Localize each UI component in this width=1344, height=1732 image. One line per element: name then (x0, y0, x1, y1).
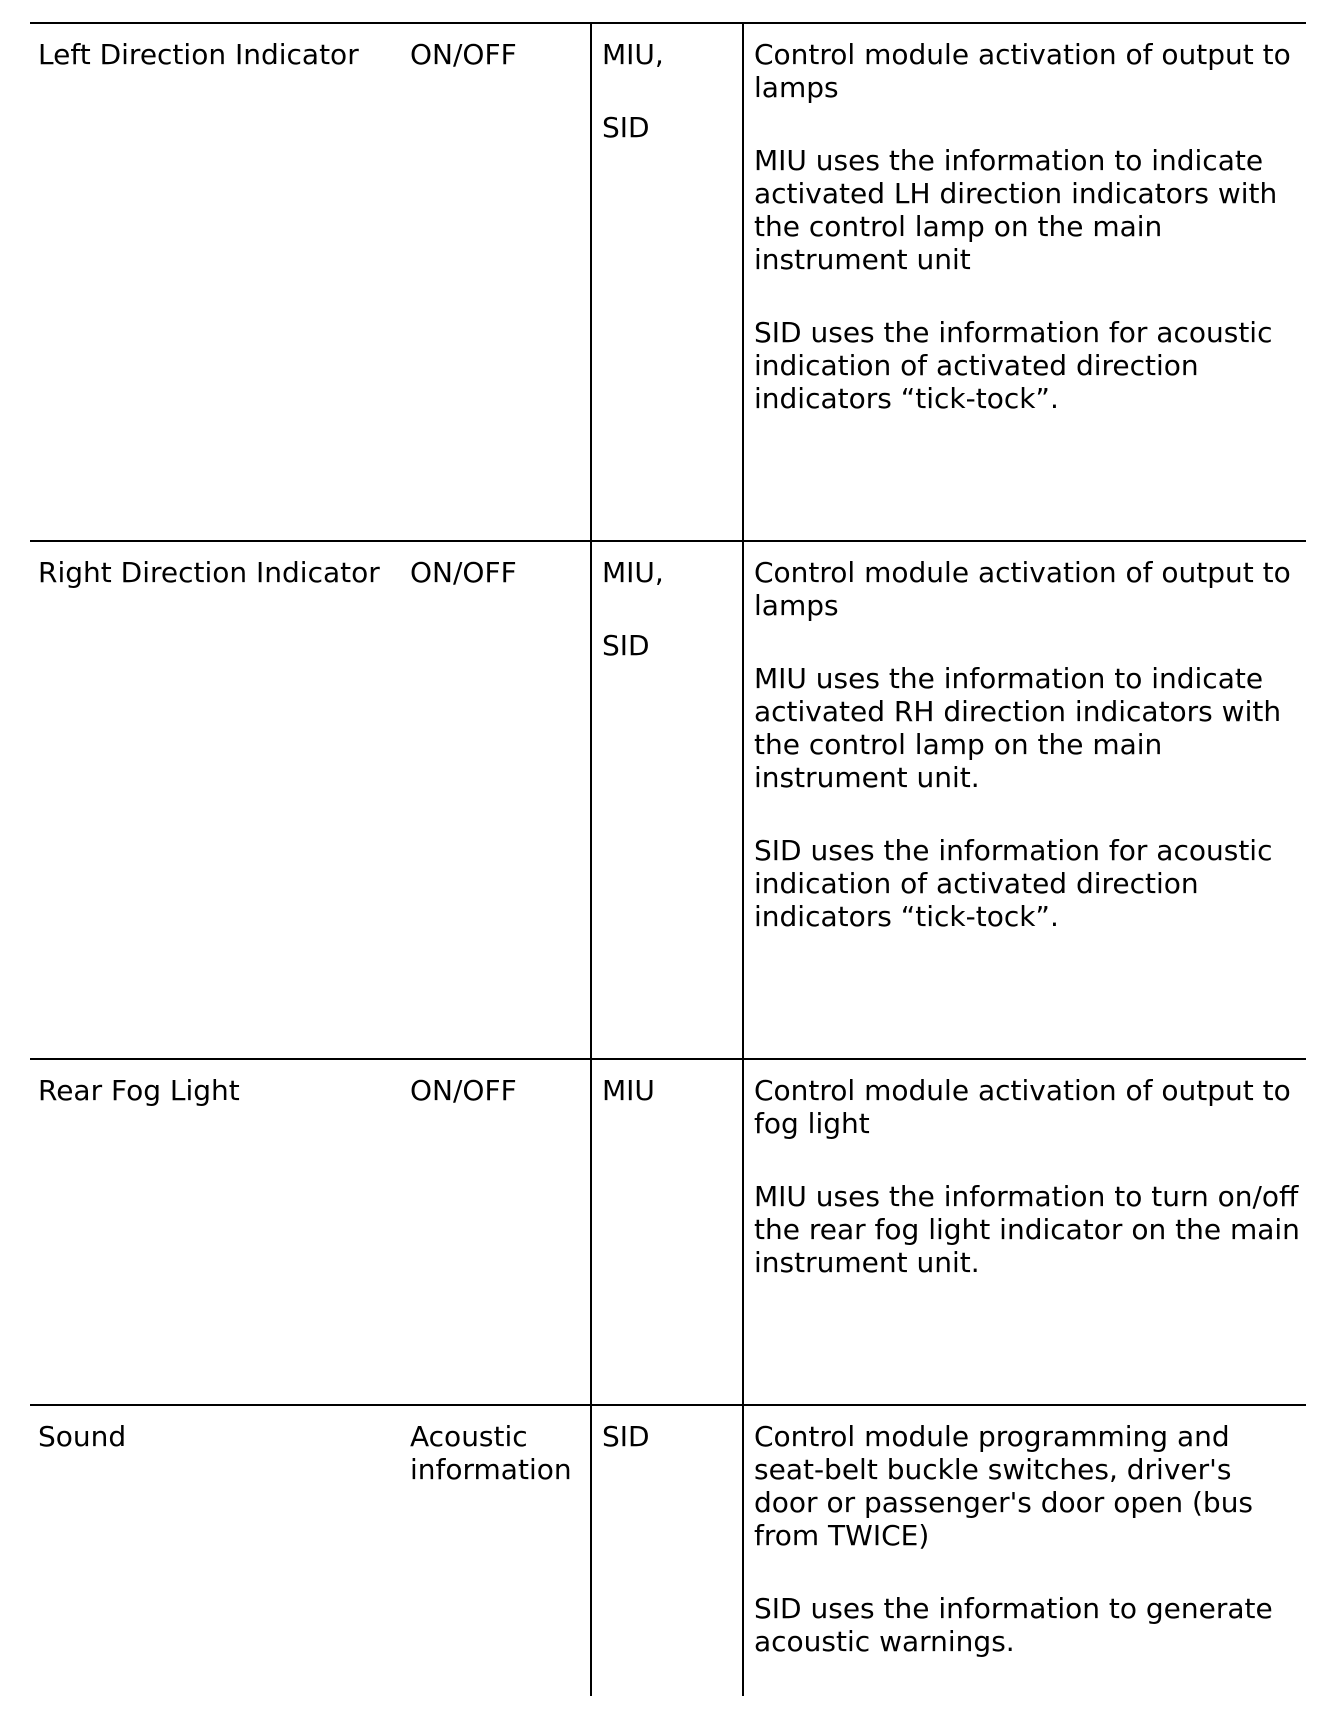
description-paragraph: Control module programming and seat-belt buckle switches, driver's door or passenger's door open (bus from TWICE) (754, 1420, 1254, 1552)
recipient: SID (602, 1420, 650, 1453)
value-cell: ON/OFF (410, 38, 517, 71)
signal-name-cell: Left Direction Indicator (38, 38, 359, 71)
description-paragraph: Control module activation of output to lamps (754, 38, 1291, 104)
description-paragraph: SID uses the information for acoustic indication of activated direction indicators “tick-tock”. (754, 316, 1273, 415)
description-paragraph: SID uses the information for acoustic indication of activated direction indicators “tick-tock”. (754, 834, 1273, 933)
table-row (30, 22, 1306, 540)
recipient: MIU, (602, 38, 664, 71)
signal-table (30, 22, 1306, 1696)
description-paragraph: Control module activation of output to fog light (754, 1074, 1291, 1140)
signal-name-cell: Sound (38, 1420, 127, 1453)
description-paragraph: SID uses the information to generate acoustic warnings. (754, 1592, 1273, 1658)
description-cell (742, 1060, 1306, 1404)
description-cell (742, 24, 1306, 540)
recipient: MIU (602, 1074, 655, 1107)
table-row (30, 1058, 1306, 1404)
recipients-cell (590, 1406, 742, 1696)
recipients-cell (590, 1060, 742, 1404)
recipients-cell (590, 24, 742, 540)
table-row (30, 1404, 1306, 1696)
recipient: SID (602, 629, 650, 662)
signal-name-cell: Right Direction Indicator (38, 556, 380, 589)
description-paragraph: MIU uses the information to indicate activated LH direction indicators with the control lamp on the main instrument unit (754, 144, 1278, 276)
signal-name-cell: Rear Fog Light (38, 1074, 240, 1107)
table-row (30, 540, 1306, 1058)
description-paragraph: MIU uses the information to indicate activated RH direction indicators with the control lamp on the main instrument unit. (754, 662, 1282, 794)
value-cell: Acoustic information (410, 1420, 572, 1486)
value-cell: ON/OFF (410, 556, 517, 589)
description-cell (742, 1406, 1306, 1696)
value-cell: ON/OFF (410, 1074, 517, 1107)
recipient: SID (602, 111, 650, 144)
recipient: MIU, (602, 556, 664, 589)
description-cell (742, 542, 1306, 1058)
description-paragraph: Control module activation of output to lamps (754, 556, 1291, 622)
recipients-cell (590, 542, 742, 1058)
description-paragraph: MIU uses the information to turn on/off the rear fog light indicator on the main instrument unit. (754, 1180, 1300, 1279)
